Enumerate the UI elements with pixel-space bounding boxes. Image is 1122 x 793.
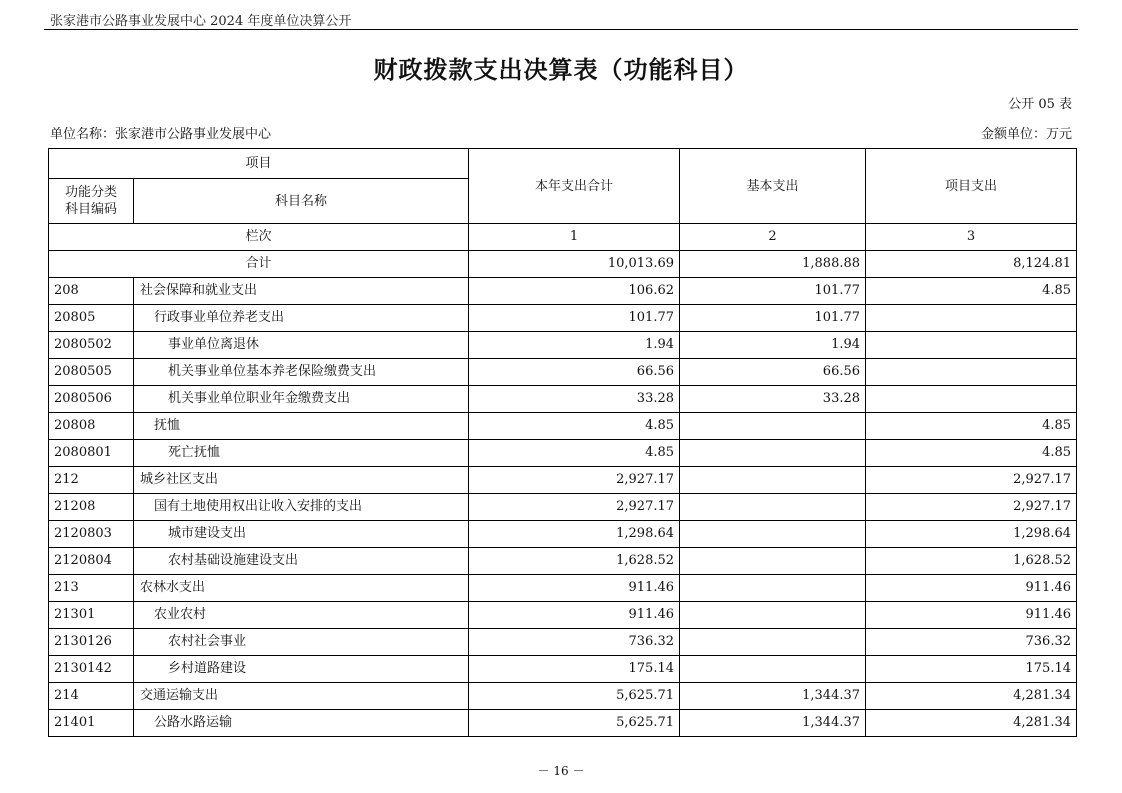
subject-code: 2120803 — [49, 521, 134, 548]
row-total: 175.14 — [469, 656, 680, 683]
subject-name: 城市建设支出 — [134, 521, 469, 548]
page-number: － 16 － — [537, 764, 585, 778]
row-project: 4,281.34 — [866, 710, 1077, 737]
table-row — [49, 494, 1077, 521]
table-row — [49, 548, 1077, 575]
subject-code: 212 — [49, 467, 134, 494]
total-basic: 1,888.88 — [680, 251, 866, 278]
column-label: 栏次 — [49, 224, 469, 251]
basic-header: 基本支出 — [680, 149, 866, 224]
row-total: 2,927.17 — [469, 494, 680, 521]
subject-name: 交通运输支出 — [134, 683, 469, 710]
row-total: 1,628.52 — [469, 548, 680, 575]
subject-code: 2080505 — [49, 359, 134, 386]
row-basic: 33.28 — [680, 386, 866, 413]
row-basic — [680, 440, 866, 467]
row-basic — [680, 656, 866, 683]
row-total: 911.46 — [469, 575, 680, 602]
row-basic — [680, 575, 866, 602]
subject-name: 农业农村 — [134, 602, 469, 629]
row-total: 106.62 — [469, 278, 680, 305]
row-basic: 101.77 — [680, 278, 866, 305]
subject-name: 机关事业单位基本养老保险缴费支出 — [134, 359, 469, 386]
code-header — [49, 179, 134, 224]
subject-name: 社会保障和就业支出 — [134, 278, 469, 305]
subject-name: 国有土地使用权出让收入安排的支出 — [134, 494, 469, 521]
subject-code: 2080801 — [49, 440, 134, 467]
row-total: 5,625.71 — [469, 710, 680, 737]
row-project: 1,628.52 — [866, 548, 1077, 575]
row-project: 911.46 — [866, 602, 1077, 629]
row-total: 4.85 — [469, 413, 680, 440]
row-basic — [680, 602, 866, 629]
subject-name: 农村基础设施建设支出 — [134, 548, 469, 575]
document-title: 财政拨款支出决算表（功能科目） — [373, 56, 749, 84]
total-project: 8,124.81 — [866, 251, 1077, 278]
row-total: 66.56 — [469, 359, 680, 386]
unit-name: 单位名称：张家港市公路事业发展中心 — [50, 127, 272, 142]
subject-code: 21301 — [49, 602, 134, 629]
table-number: 公开 05 表 — [1008, 97, 1072, 112]
row-basic — [680, 521, 866, 548]
row-project — [866, 359, 1077, 386]
row-basic — [680, 494, 866, 521]
subject-code: 20808 — [49, 413, 134, 440]
row-basic: 1,344.37 — [680, 710, 866, 737]
row-total: 2,927.17 — [469, 467, 680, 494]
table-row — [49, 278, 1077, 305]
table-row — [49, 305, 1077, 332]
subject-code: 2130126 — [49, 629, 134, 656]
subject-code: 21401 — [49, 710, 134, 737]
subject-name: 公路水路运输 — [134, 710, 469, 737]
table-row — [49, 440, 1077, 467]
table-row — [49, 575, 1077, 602]
subject-name: 农林水支出 — [134, 575, 469, 602]
row-project: 1,298.64 — [866, 521, 1077, 548]
row-project: 4.85 — [866, 440, 1077, 467]
subject-name-header: 科目名称 — [134, 179, 469, 224]
total-amount: 10,013.69 — [469, 251, 680, 278]
table-row — [49, 656, 1077, 683]
code-header-line1: 功能分类 — [64, 185, 117, 200]
row-project: 4.85 — [866, 413, 1077, 440]
row-basic — [680, 629, 866, 656]
row-basic — [680, 548, 866, 575]
row-project — [866, 386, 1077, 413]
row-total: 736.32 — [469, 629, 680, 656]
header-row — [49, 149, 1077, 179]
row-project: 4.85 — [866, 278, 1077, 305]
row-basic: 1.94 — [680, 332, 866, 359]
row-basic — [680, 413, 866, 440]
item-header: 项目 — [49, 149, 469, 179]
subject-name: 农村社会事业 — [134, 629, 469, 656]
subject-name: 抚恤 — [134, 413, 469, 440]
table-row — [49, 332, 1077, 359]
subject-name: 乡村道路建设 — [134, 656, 469, 683]
subject-name: 机关事业单位职业年金缴费支出 — [134, 386, 469, 413]
subject-code: 2080506 — [49, 386, 134, 413]
subject-code: 2130142 — [49, 656, 134, 683]
column-number-3: 3 — [866, 224, 1077, 251]
column-number-2: 2 — [680, 224, 866, 251]
total-label: 合计 — [49, 251, 469, 278]
amount-unit: 金额单位：万元 — [980, 127, 1072, 142]
subject-code: 2120804 — [49, 548, 134, 575]
row-total: 5,625.71 — [469, 683, 680, 710]
row-project — [866, 305, 1077, 332]
table-row — [49, 467, 1077, 494]
header-rule — [44, 29, 1078, 30]
row-total: 4.85 — [469, 440, 680, 467]
table-row — [49, 386, 1077, 413]
row-basic: 101.77 — [680, 305, 866, 332]
row-total: 101.77 — [469, 305, 680, 332]
table-row — [49, 521, 1077, 548]
row-total: 1,298.64 — [469, 521, 680, 548]
table-row — [49, 629, 1077, 656]
row-project: 2,927.17 — [866, 467, 1077, 494]
row-project: 2,927.17 — [866, 494, 1077, 521]
row-basic: 1,344.37 — [680, 683, 866, 710]
row-basic — [680, 467, 866, 494]
running-header: 张家港市公路事业发展中心 2024 年度单位决算公开 — [50, 14, 352, 29]
subject-code: 213 — [49, 575, 134, 602]
total-row — [49, 251, 1077, 278]
row-total: 1.94 — [469, 332, 680, 359]
total-header: 本年支出合计 — [469, 149, 680, 224]
subject-code: 2080502 — [49, 332, 134, 359]
row-project: 736.32 — [866, 629, 1077, 656]
subject-code: 214 — [49, 683, 134, 710]
project-header: 项目支出 — [866, 149, 1077, 224]
row-basic: 66.56 — [680, 359, 866, 386]
table-row — [49, 359, 1077, 386]
row-project — [866, 332, 1077, 359]
table-row — [49, 602, 1077, 629]
subject-name: 行政事业单位养老支出 — [134, 305, 469, 332]
code-header-line2: 科目编码 — [64, 202, 117, 217]
subject-code: 20805 — [49, 305, 134, 332]
row-total: 33.28 — [469, 386, 680, 413]
row-project: 911.46 — [866, 575, 1077, 602]
table-row — [49, 683, 1077, 710]
subject-name: 事业单位离退休 — [134, 332, 469, 359]
column-number-1: 1 — [469, 224, 680, 251]
subject-code: 208 — [49, 278, 134, 305]
subject-name: 死亡抚恤 — [134, 440, 469, 467]
table-row — [49, 413, 1077, 440]
table-row — [49, 710, 1077, 737]
row-project: 4,281.34 — [866, 683, 1077, 710]
expenditure-table — [48, 148, 1077, 737]
subject-code: 21208 — [49, 494, 134, 521]
row-project: 175.14 — [866, 656, 1077, 683]
subject-name: 城乡社区支出 — [134, 467, 469, 494]
row-total: 911.46 — [469, 602, 680, 629]
column-number-row — [49, 224, 1077, 251]
